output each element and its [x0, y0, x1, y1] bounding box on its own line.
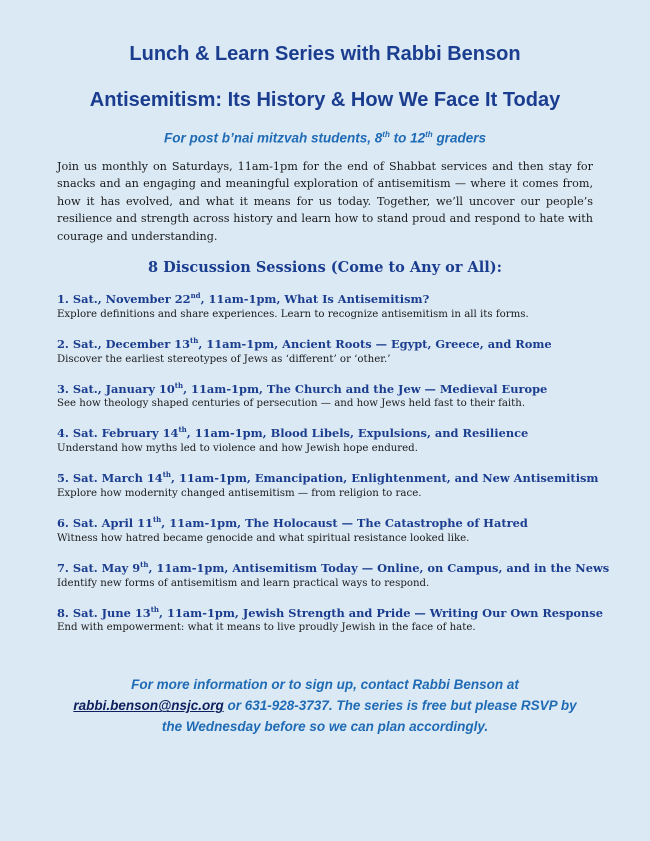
session-title-text: 7. Sat. May 9: [57, 560, 141, 575]
session-title: [57, 333, 593, 352]
contact-block: [57, 674, 593, 737]
session-title-sup: th: [162, 470, 172, 480]
session-title-text: 4. Sat. February 14: [57, 426, 179, 441]
session-item: [57, 602, 603, 637]
session-title: [57, 288, 593, 307]
session-title-sup: th: [140, 559, 149, 569]
session-description: Discover the earliest stereotypes of Jews as ‘different’ or ‘other.’: [57, 353, 391, 365]
audience-text-1: For post b’nai mitzvah students, 8: [164, 130, 383, 146]
session-item: [57, 512, 593, 547]
session-title-sup: th: [174, 380, 184, 390]
session-title: [57, 422, 593, 441]
session-title-sup: nd: [190, 291, 201, 300]
session-title-text: 5. Sat. March 14: [57, 470, 163, 485]
session-description: Witness how hatred became genocide and what spiritual resistance looked like.: [57, 532, 470, 544]
audience-text-2: to 12: [389, 130, 426, 146]
session-title-text: 3. Sat., January 10: [57, 381, 175, 396]
session-title: [57, 467, 599, 486]
contact-phone-text: or 631-928-3737. The series is free but please RSVP by: [223, 698, 577, 714]
session-title-text: 1. Sat., November 22: [57, 291, 191, 306]
session-description: End with empowerment: what it means to live proudly Jewish in the face of hate.: [57, 622, 476, 634]
session-title-rest: , 11am-1pm, Jewish Strength and Pride — Writing Our Own Response: [159, 605, 603, 620]
session-title-sup: th: [152, 514, 162, 524]
main-title: Antisemitism: Its History & How We Face It Today: [89, 89, 561, 111]
session-item: [57, 378, 593, 413]
session-title-sup: th: [150, 604, 160, 614]
session-description: Understand how myths led to violence and how Jewish hope endured.: [57, 443, 418, 455]
session-title-rest: , 11am-1pm, Antisemitism Today — Online, on Campus, and in the News: [148, 560, 610, 575]
session-title-rest: , 11am-1pm, Blood Libels, Expulsions, and Resilience: [186, 426, 529, 441]
session-description: Explore how modernity changed antisemitism — from religion to race.: [57, 487, 422, 499]
session-item: [57, 333, 593, 368]
audience-sup-1: th: [382, 130, 390, 139]
session-title-rest: , 11am-1pm, The Holocaust — The Catastrophe of Hatred: [161, 515, 528, 530]
session-title: [57, 602, 603, 621]
session-title-text: 2. Sat., December 13: [57, 336, 191, 351]
email-link[interactable]: rabbi.benson@nsjc.org: [73, 698, 224, 714]
session-item: [57, 467, 599, 502]
series-title: Lunch & Learn Series with Rabbi Benson: [129, 43, 521, 65]
session-title-rest: , 11am-1pm, Emancipation, Enlightenment, and New Antisemitism: [171, 470, 599, 485]
session-title-text: 8. Sat. June 13: [57, 605, 151, 620]
intro-paragraph: Join us monthly on Saturdays, 11am-1pm for the end of Shabbat services and then stay for snacks and an engaging and meaningful exploration of antisemitism — where it comes from, how it has evolved, and what it means for us today. Together, we’ll uncover our people’s resilience and strength across history and learn how to stand proud and respond to hate with courage and understanding.: [57, 159, 593, 243]
session-item: [57, 288, 593, 323]
contact-line-1: For more information or to sign up, contact Rabbi Benson at: [131, 677, 519, 693]
session-title-sup: th: [178, 425, 187, 435]
sessions-list: [57, 288, 610, 636]
session-title-sup: th: [190, 335, 199, 345]
session-title-text: 6. Sat. April 11: [57, 515, 153, 530]
sessions-heading: 8 Discussion Sessions (Come to Any or All):: [147, 259, 503, 276]
session-description: Identify new forms of antisemitism and learn practical ways to respond.: [57, 577, 430, 589]
session-title: [57, 557, 610, 576]
contact-line-3: the Wednesday before so we can plan accordingly.: [161, 719, 489, 735]
session-item: [57, 422, 593, 457]
session-item: [57, 557, 610, 592]
session-title: [57, 378, 593, 397]
session-description: See how theology shaped centuries of persecution — and how Jews held fast to their faith.: [57, 398, 526, 410]
session-description: Explore definitions and share experiences. Learn to recognize antisemitism in all its forms.: [57, 308, 529, 320]
session-title-rest: , 11am-1pm, The Church and the Jew — Medieval Europe: [183, 381, 548, 396]
audience-sup-2: th: [425, 130, 433, 139]
session-title: [57, 512, 593, 531]
audience-text-3: graders: [432, 130, 486, 146]
session-title-rest: , 11am-1pm, What Is Antisemitism?: [200, 291, 430, 306]
session-title-rest: , 11am-1pm, Ancient Roots — Egypt, Greece, and Rome: [198, 336, 552, 351]
contact-line-2: [57, 695, 593, 716]
audience-line: [57, 130, 593, 146]
